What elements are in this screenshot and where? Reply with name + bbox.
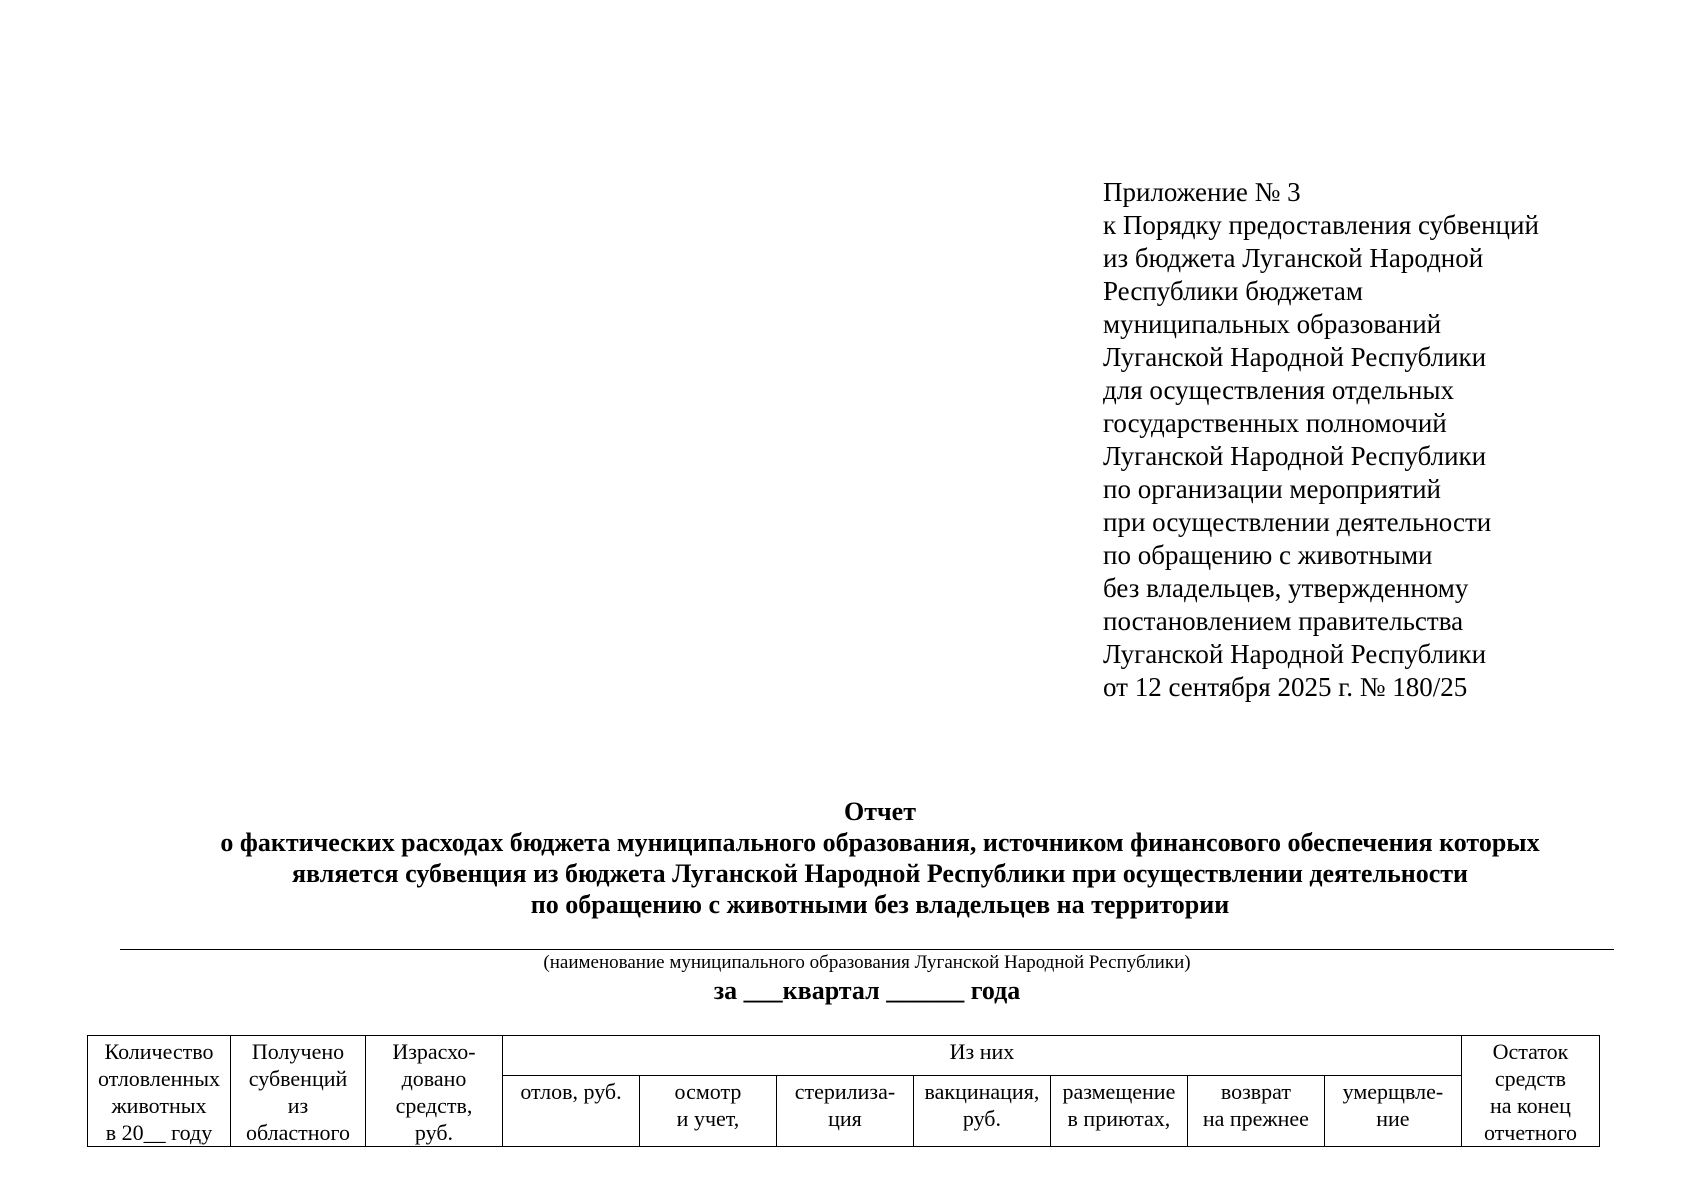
report-title-line: является субвенция из бюджета Луганской Народной Республики при осуществлении деятельности	[291, 859, 1469, 888]
subheader-cell-sterilization: стерилиза- ция	[776, 1076, 913, 1147]
annex-line: муниципальных образований	[1103, 309, 1442, 339]
report-title-line: по обращению с животными без владельцев на территории	[530, 890, 1230, 919]
subheader-cell-inspection: осмотр и учет,	[639, 1076, 776, 1147]
table-header-row	[88, 1036, 1600, 1076]
annex-line: для осуществления отдельных	[1103, 375, 1455, 405]
municipality-name-field[interactable]	[120, 949, 1614, 950]
annex-line: по обращению с животными	[1103, 540, 1433, 570]
header-cell-funds-spent: Израсхо- довано средств, руб.	[366, 1036, 503, 1147]
municipality-name-caption: (наименование муниципального образования Луганской Народной Республики)	[543, 952, 1191, 973]
annex-line: Луганской Народной Республики	[1103, 639, 1487, 669]
annex-header	[1103, 176, 1663, 704]
annex-line: при осуществлении деятельности	[1103, 507, 1492, 537]
report-title-line: о фактических расходах бюджета муниципального образования, источником финансового обеспечения которых	[220, 828, 1540, 857]
annex-line: по организации мероприятий	[1103, 474, 1441, 504]
annex-line: постановлением правительства	[1103, 606, 1464, 636]
annex-line: из бюджета Луганской Народной	[1103, 243, 1484, 273]
report-title-line: Отчет	[844, 797, 916, 826]
annex-line: государственных полномочий	[1103, 408, 1447, 438]
header-cell-of-them: Из них	[502, 1036, 1461, 1076]
annex-line: Луганской Народной Республики	[1103, 342, 1487, 372]
report-title	[120, 796, 1640, 920]
annex-line: без владельцев, утвержденному	[1103, 573, 1469, 603]
annex-line: Луганской Народной Республики	[1103, 441, 1487, 471]
subheader-cell-return: возврат на прежнее	[1187, 1076, 1324, 1147]
subheader-cell-vaccination: вакцинация, руб.	[913, 1076, 1050, 1147]
annex-line: от 12 сентября 2025 г. № 180/25	[1103, 672, 1468, 702]
annex-line: Республики бюджетам	[1103, 276, 1363, 306]
subheader-cell-euthanasia: умерщвле- ние	[1324, 1076, 1461, 1147]
header-cell-subventions-received: Получено субвенций из областного	[231, 1036, 366, 1147]
header-cell-animals-count: Количество отловленных животных в 20__ году	[88, 1036, 231, 1147]
annex-line: Приложение № 3	[1103, 177, 1301, 207]
report-period: за ___квартал ______ года	[713, 976, 1021, 1005]
header-cell-remainder: Остаток средств на конец отчетного	[1461, 1036, 1599, 1147]
subheader-cell-capture: отлов, руб.	[502, 1076, 639, 1147]
annex-line: к Порядку предоставления субвенций	[1103, 210, 1539, 240]
subheader-cell-shelter: размещение в приютах,	[1050, 1076, 1187, 1147]
report-table	[87, 1035, 1600, 1147]
